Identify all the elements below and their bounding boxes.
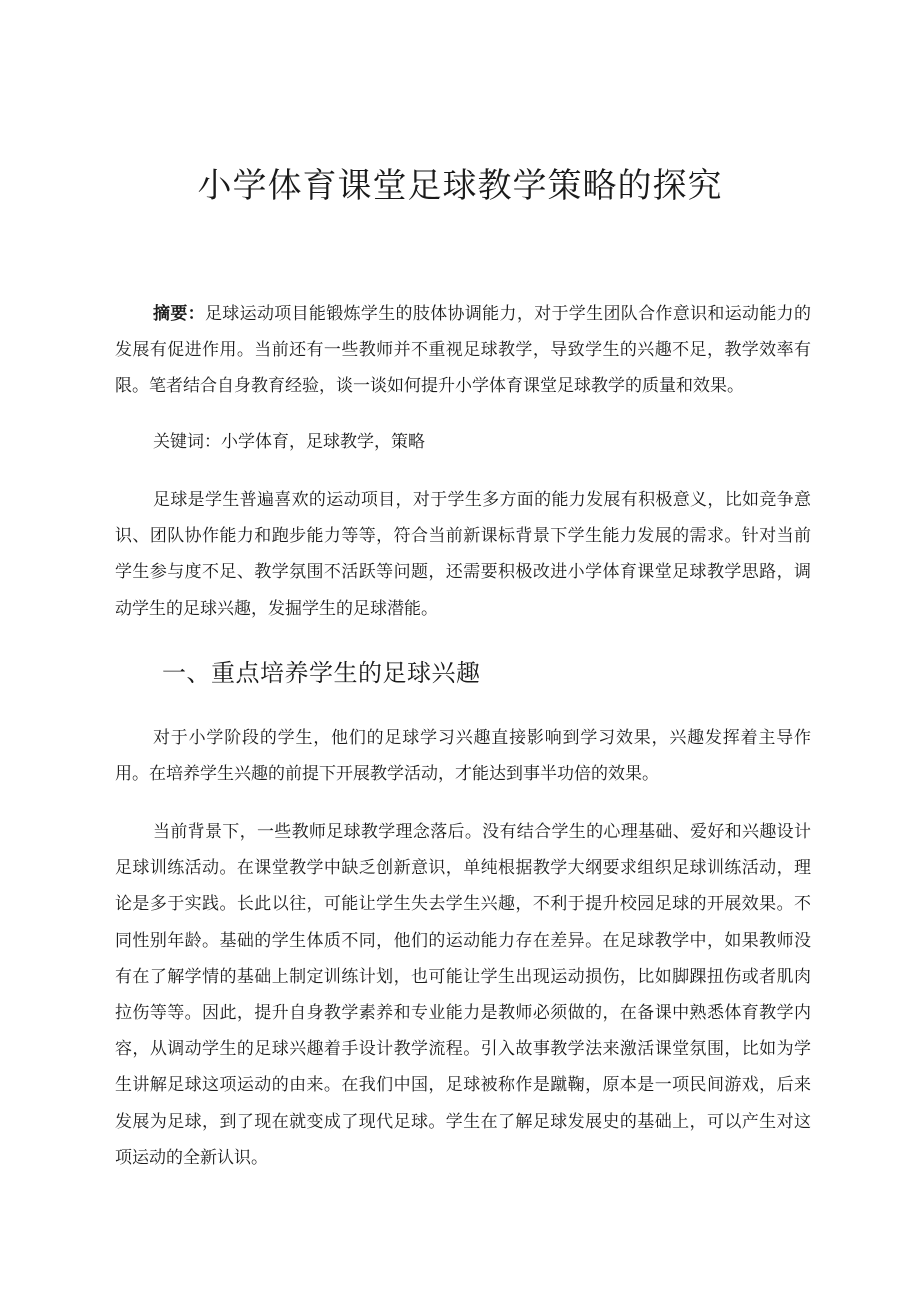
keywords-paragraph bbox=[115, 424, 811, 460]
abstract-paragraph bbox=[115, 296, 811, 405]
abstract-text: 足球运动项目能锻炼学生的肢体协调能力，对于学生团队合作意识和运动能力的发展有促进作用。当前还有一些教师并不重视足球教学，导致学生的兴趣不足，教学效率有限。笔者结合自身教育经验，谈一谈如何提升小学体育课堂足球教学的质量和效果。 bbox=[115, 304, 812, 397]
section-paragraph-1: 对于小学阶段的学生，他们的足球学习兴趣直接影响到学习效果，兴趣发挥着主导作用。在培养学生兴趣的前提下开展教学活动，才能达到事半功倍的效果。 bbox=[115, 728, 811, 785]
keywords-text: 小学体育，足球教学，策略 bbox=[221, 432, 425, 452]
keywords-label: 关键词： bbox=[153, 432, 221, 452]
section-heading: 一、重点培养学生的足球兴趣 bbox=[162, 659, 481, 687]
abstract-label: 摘要： bbox=[153, 304, 205, 324]
document-title: 小学体育课堂足球教学策略的探究 bbox=[197, 166, 723, 206]
section-paragraph-2: 当前背景下，一些教师足球教学理念落后。没有结合学生的心理基础、爱好和兴趣设计足球训练活动。在课堂教学中缺乏创新意识，单纯根据教学大纲要求组织足球训练活动，理论是多于实践。长此以往，可能让学生失去学生兴趣，不利于提升校园足球的开展效果。不同性别年龄。基础的学生体质不同，他们的运动能力存在差异。在足球教学中，如果教师没有在了解学情的基础上制定训练计划，也可能让学生出现运动损伤，比如脚踝扭伤或者肌肉拉伤等等。因此，提升自身教学素养和专业能力是教师必须做的，在备课中熟悉体育教学内容，从调动学生的足球兴趣着手设计教学流程。引入故事教学法来激活课堂氛围，比如为学生讲解足球这项运动的由来。在我们中国，足球被称作是蹴鞠，原本是一项民间游戏，后来发展为足球，到了现在就变成了现代足球。学生在了解足球发展史的基础上，可以产生对这项运动的全新认识。 bbox=[115, 822, 811, 1168]
intro-paragraph: 足球是学生普遍喜欢的运动项目，对于学生多方面的能力发展有积极意义，比如竞争意识、团队协作能力和跑步能力等等，符合当前新课标背景下学生能力发展的需求。针对当前学生参与度不足、教学氛围不活跃等问题，还需要积极改进小学体育课堂足球教学思路，调动学生的足球兴趣，发掘学生的足球潜能。 bbox=[115, 490, 811, 619]
